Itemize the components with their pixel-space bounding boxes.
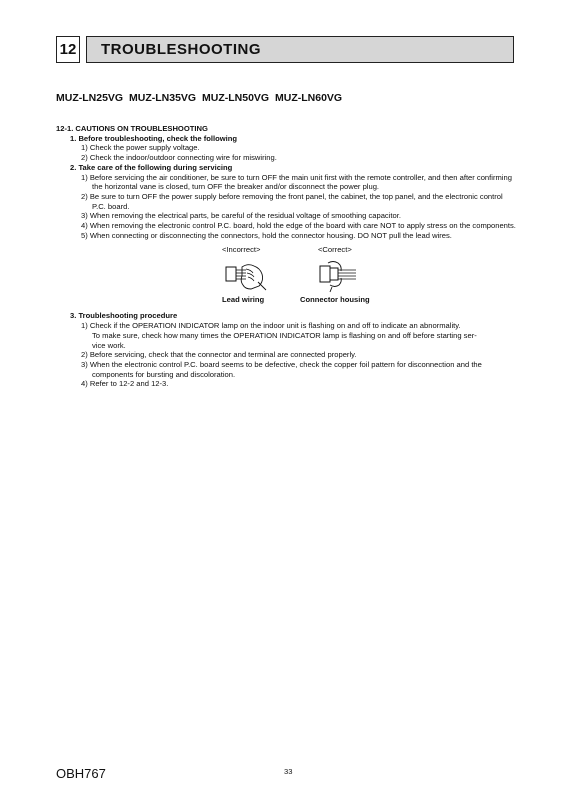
part3-heading: 3. Troubleshooting procedure — [70, 311, 178, 321]
part1-heading: 1. Before troubleshooting, check the following — [70, 133, 238, 143]
chapter-title: TROUBLESHOOTING — [101, 41, 261, 58]
list-item: 4) Refer to 12-2 and 12-3. — [81, 379, 169, 389]
list-item-continuation: vice work. — [92, 340, 126, 350]
chapter-title-bar — [86, 36, 514, 63]
list-item: 1) Before servicing the air conditioner, be sure to turn OFF the main unit first with the remote controller, and then after confirming the horizontal vane is closed, turn OFF the breaker and/or disconnect the power plug. — [81, 172, 512, 192]
list-item: 4) When removing the electronic control P.C. board, hold the edge of the board with care NOT to apply stress on the components. — [81, 221, 516, 231]
list-item: 2) Check the indoor/outdoor connecting wire for miswiring. — [81, 153, 277, 163]
list-item-continuation: To make sure, check how many times the OPERATION INDICATOR lamp is flashing on and off before starting ser- — [92, 330, 477, 340]
chapter-number: 12 — [56, 36, 80, 63]
section-title: 12-1. CAUTIONS ON TROUBLESHOOTING — [56, 124, 208, 133]
list-item: 5) When connecting or disconnecting the connectors, hold the connector housing. DO NOT pull the lead wires. — [81, 230, 452, 240]
correct-caption: Connector housing — [300, 295, 370, 305]
incorrect-caption: Lead wiring — [222, 295, 265, 305]
list-item: 1) Check if the OPERATION INDICATOR lamp on the indoor unit is flashing on and off to indicate an abnormality. — [81, 321, 461, 331]
list-item: 3) When removing the electrical parts, be careful of the residual voltage of smoothing capacitor. — [81, 211, 401, 221]
correct-label: <Correct> — [318, 245, 352, 255]
list-item: 2) Be sure to turn OFF the power supply before removing the front panel, the cabinet, the top panel, and the electronic control P.C. board. — [81, 191, 503, 211]
incorrect-label: <Incorrect> — [222, 245, 261, 255]
hand-holding-connector-icon — [316, 257, 364, 293]
list-item: 3) When the electronic control P.C. board seems to be defective, check the copper foil pattern for disconnection and the components for bursting and discoloration. — [81, 359, 482, 379]
part2-heading: 2. Take care of the following during servicing — [70, 162, 233, 172]
list-item: 1) Check the power supply voltage. — [81, 143, 200, 153]
model-list: MUZ-LN25VG MUZ-LN35VG MUZ-LN50VG MUZ-LN60VG — [56, 92, 343, 104]
cautions-section — [56, 124, 516, 389]
list-item: 2) Before servicing, check that the connector and terminal are connected properly. — [81, 350, 357, 360]
hand-pulling-wires-icon — [224, 257, 270, 293]
connector-figure — [56, 243, 516, 311]
page-number: 33 — [284, 767, 293, 776]
document-code: OBH767 — [56, 766, 106, 781]
